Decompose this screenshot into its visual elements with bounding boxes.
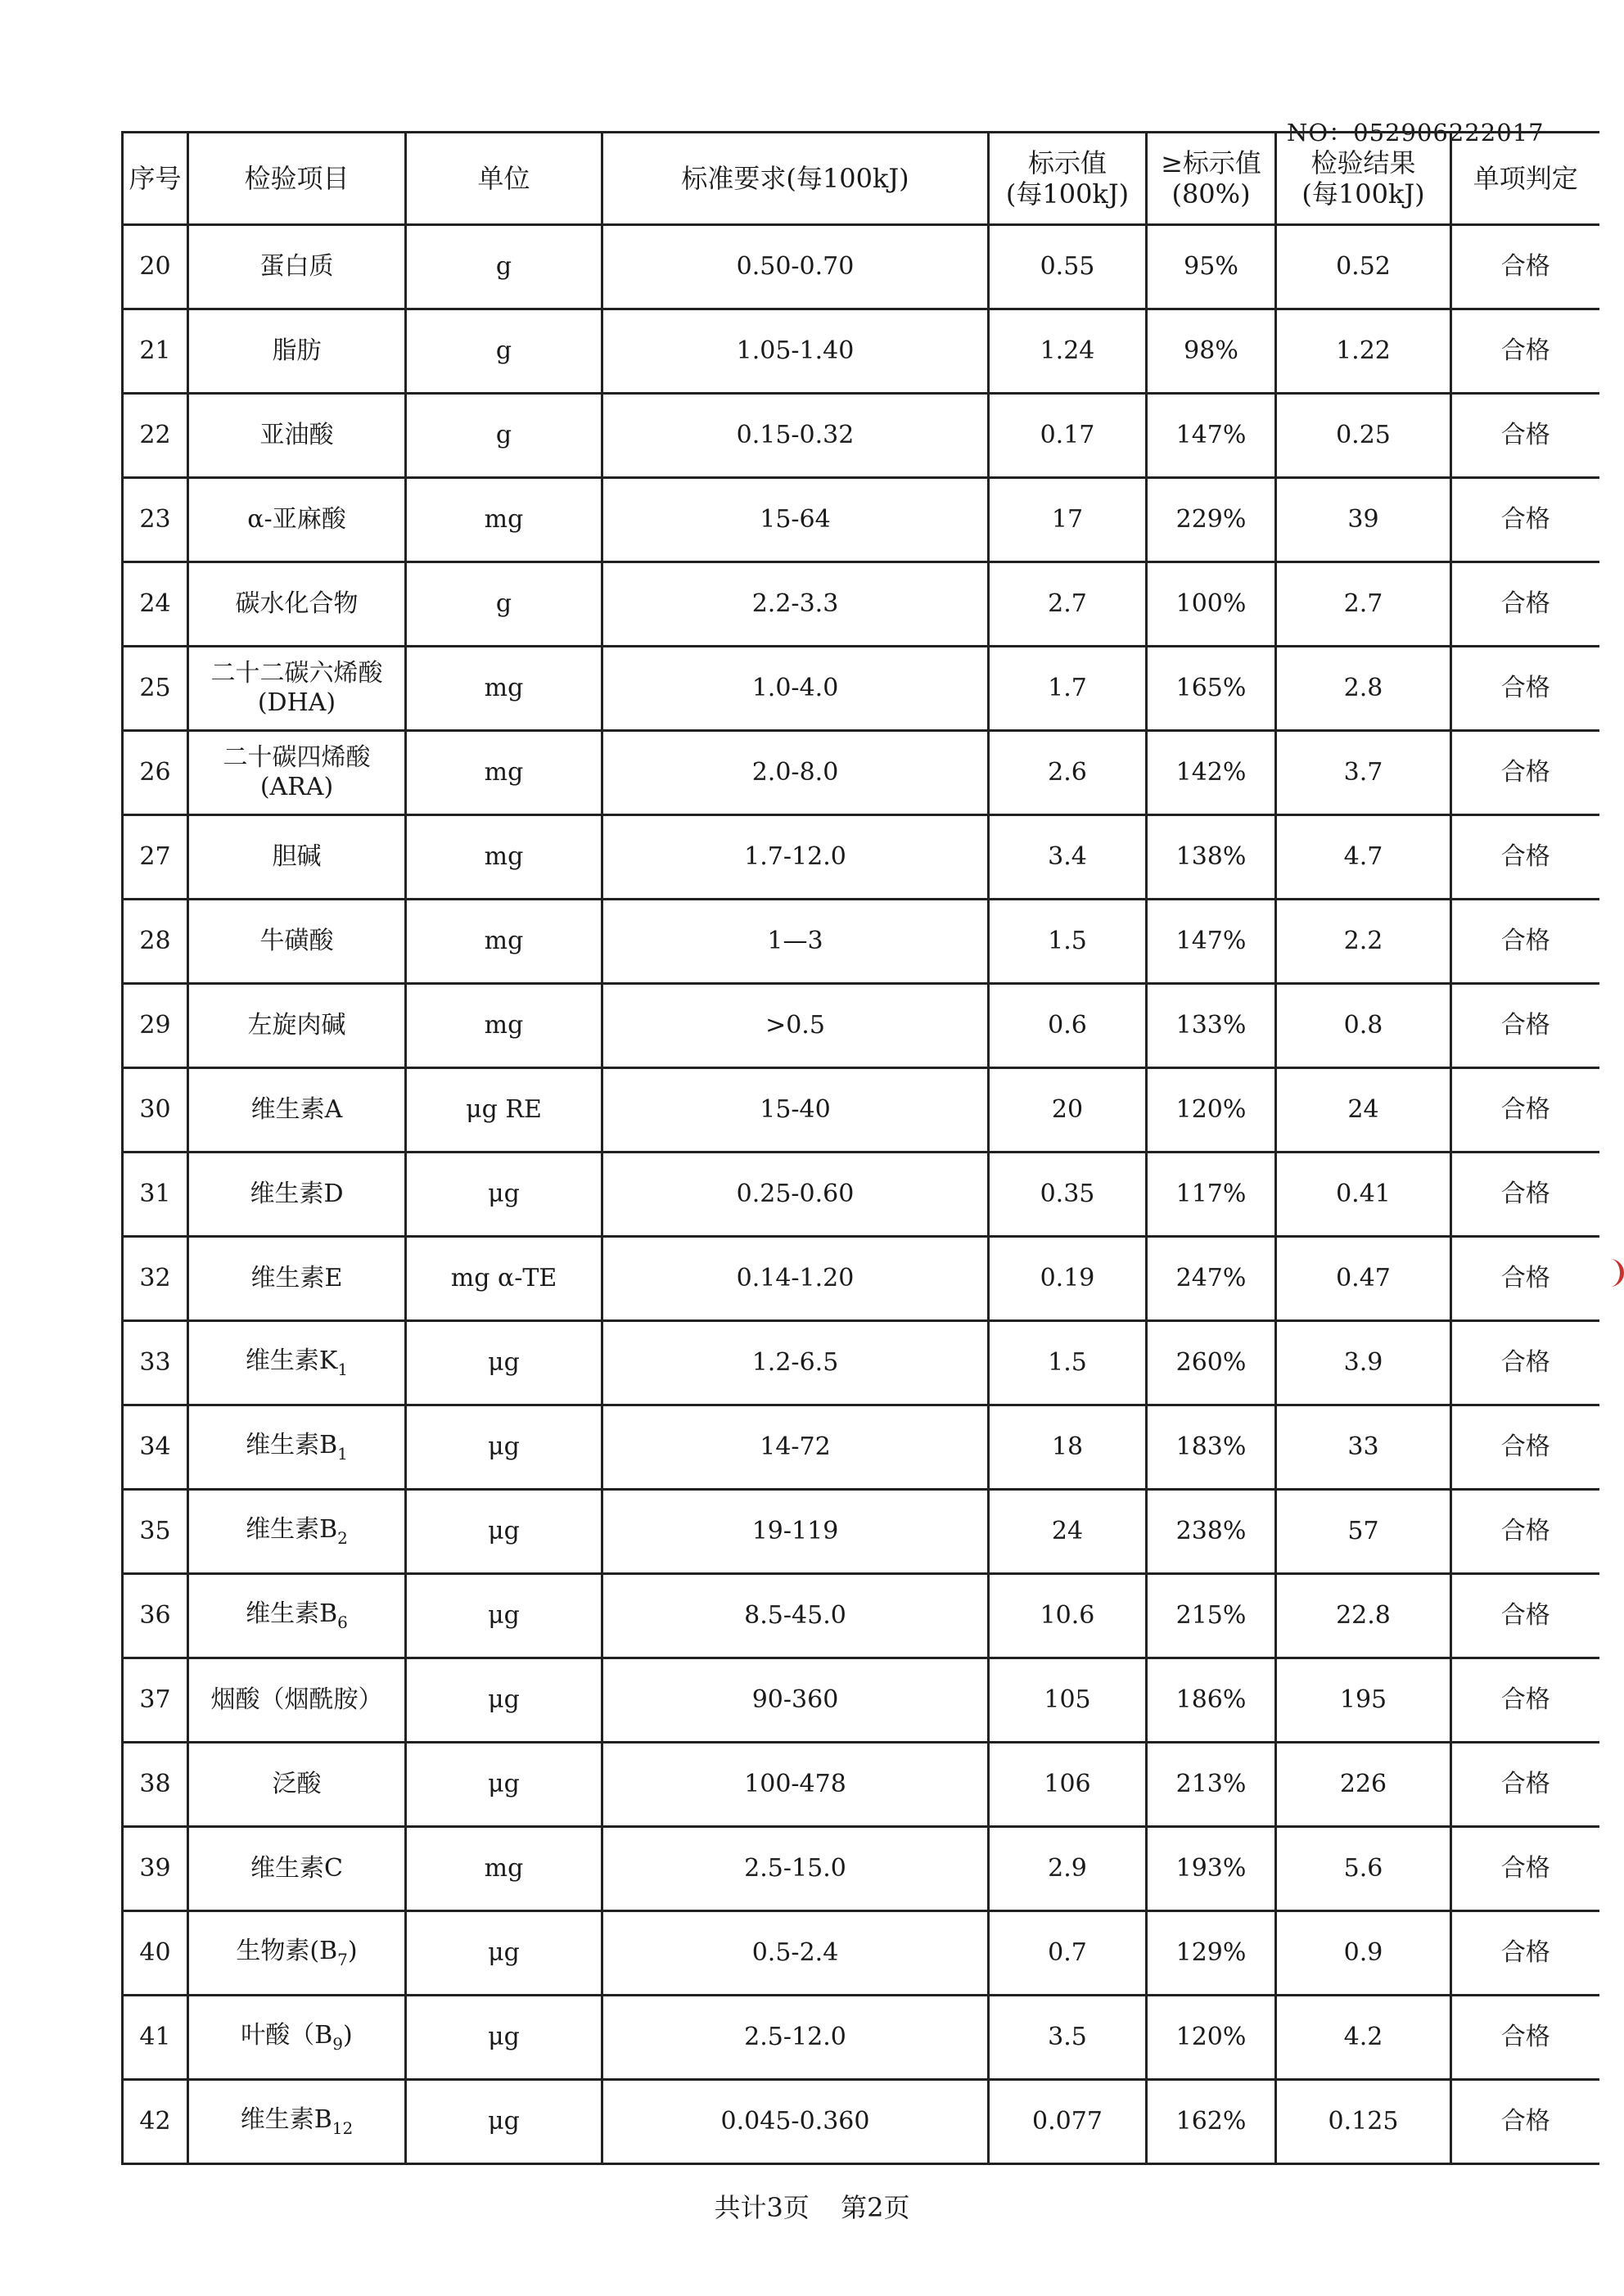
cell-unit: μg bbox=[406, 1911, 602, 1996]
cell-seq: 38 bbox=[123, 1743, 188, 1827]
cell-result: 5.6 bbox=[1276, 1827, 1451, 1911]
cell-ge-label-pct: 238% bbox=[1147, 1490, 1276, 1574]
cell-unit: μg bbox=[406, 1658, 602, 1743]
header-label-value-line2: (每100kJ) bbox=[1005, 178, 1130, 210]
cell-item-name: 碳水化合物 bbox=[235, 589, 359, 618]
cell-label-value: 0.55 bbox=[989, 225, 1147, 309]
cell-item bbox=[188, 1153, 406, 1237]
table-row bbox=[123, 1658, 1599, 1743]
cell-unit: μg bbox=[406, 1321, 602, 1405]
cell-verdict: 合格 bbox=[1451, 1827, 1599, 1911]
cell-result: 39 bbox=[1276, 478, 1451, 562]
document-number: NO：052906222017 bbox=[1287, 119, 1545, 147]
cell-standard: 1—3 bbox=[602, 900, 989, 984]
cell-item bbox=[188, 1743, 406, 1827]
cell-verdict: 合格 bbox=[1451, 1405, 1599, 1490]
cell-verdict: 合格 bbox=[1451, 1574, 1599, 1658]
cell-verdict: 合格 bbox=[1451, 1153, 1599, 1237]
cell-label-value: 0.6 bbox=[989, 984, 1147, 1068]
cell-item-name: 亚油酸 bbox=[259, 421, 334, 449]
cell-item bbox=[188, 1996, 406, 2080]
cell-result: 195 bbox=[1276, 1658, 1451, 1743]
cell-unit: mg bbox=[406, 731, 602, 815]
cell-seq: 24 bbox=[123, 562, 188, 647]
cell-unit: μg bbox=[406, 1153, 602, 1237]
cell-item bbox=[188, 900, 406, 984]
cell-unit: mg α-TE bbox=[406, 1237, 602, 1321]
cell-item bbox=[188, 478, 406, 562]
cell-standard: 0.15-0.32 bbox=[602, 394, 989, 478]
cell-standard: 0.5-2.4 bbox=[602, 1911, 989, 1996]
cell-label-value: 0.19 bbox=[989, 1237, 1147, 1321]
cell-seq: 30 bbox=[123, 1068, 188, 1153]
table-row bbox=[123, 647, 1599, 731]
cell-item-name: 蛋白质 bbox=[259, 252, 334, 281]
cell-result: 24 bbox=[1276, 1068, 1451, 1153]
cell-item-subscript: 1 bbox=[337, 1360, 349, 1379]
cell-ge-label-pct: 98% bbox=[1147, 309, 1276, 394]
cell-label-value: 2.7 bbox=[989, 562, 1147, 647]
cell-unit: mg bbox=[406, 1827, 602, 1911]
cell-result: 0.25 bbox=[1276, 394, 1451, 478]
table-row bbox=[123, 562, 1599, 647]
cell-item bbox=[188, 1321, 406, 1405]
cell-seq: 36 bbox=[123, 1574, 188, 1658]
cell-standard: 1.0-4.0 bbox=[602, 647, 989, 731]
header-verdict: 单项判定 bbox=[1451, 133, 1599, 225]
cell-result: 1.22 bbox=[1276, 309, 1451, 394]
cell-unit: μg bbox=[406, 1405, 602, 1490]
header-seq: 序号 bbox=[123, 133, 188, 225]
cell-seq: 32 bbox=[123, 1237, 188, 1321]
cell-verdict: 合格 bbox=[1451, 2080, 1599, 2164]
cell-item-subscript: 7 bbox=[337, 1950, 348, 1969]
cell-result: 0.125 bbox=[1276, 2080, 1451, 2164]
cell-ge-label-pct: 183% bbox=[1147, 1405, 1276, 1490]
cell-ge-label-pct: 117% bbox=[1147, 1153, 1276, 1237]
cell-item bbox=[188, 1827, 406, 1911]
cell-seq: 29 bbox=[123, 984, 188, 1068]
cell-ge-label-pct: 120% bbox=[1147, 1996, 1276, 2080]
cell-unit: μg bbox=[406, 1574, 602, 1658]
cell-unit: g bbox=[406, 309, 602, 394]
cell-item-name: 维生素B bbox=[246, 1599, 338, 1628]
cell-result: 2.2 bbox=[1276, 900, 1451, 984]
cell-ge-label-pct: 165% bbox=[1147, 647, 1276, 731]
cell-item-abbrev: (ARA) bbox=[259, 773, 334, 801]
cell-item bbox=[188, 1574, 406, 1658]
cell-item-subscript: 1 bbox=[337, 1444, 348, 1464]
cell-item-abbrev: (DHA) bbox=[257, 688, 336, 717]
cell-ge-label-pct: 229% bbox=[1147, 478, 1276, 562]
cell-seq: 40 bbox=[123, 1911, 188, 1996]
cell-seq: 27 bbox=[123, 815, 188, 900]
cell-verdict: 合格 bbox=[1451, 1658, 1599, 1743]
cell-result: 57 bbox=[1276, 1490, 1451, 1574]
cell-standard: 0.25-0.60 bbox=[602, 1153, 989, 1237]
table-row bbox=[123, 394, 1599, 478]
cell-label-value: 1.5 bbox=[989, 900, 1147, 984]
cell-result: 0.47 bbox=[1276, 1237, 1451, 1321]
cell-unit: mg bbox=[406, 815, 602, 900]
cell-label-value: 3.5 bbox=[989, 1996, 1147, 2080]
cell-label-value: 1.5 bbox=[989, 1321, 1147, 1405]
cell-item bbox=[188, 1405, 406, 1490]
cell-ge-label-pct: 193% bbox=[1147, 1827, 1276, 1911]
header-result bbox=[1276, 133, 1451, 225]
cell-item-name: α-亚麻酸 bbox=[247, 505, 346, 534]
cell-verdict: 合格 bbox=[1451, 815, 1599, 900]
cell-item-name: 维生素B bbox=[246, 1431, 338, 1459]
cell-ge-label-pct: 120% bbox=[1147, 1068, 1276, 1153]
cell-seq: 41 bbox=[123, 1996, 188, 2080]
cell-item-name: 叶酸（B bbox=[241, 2021, 333, 2050]
cell-unit: g bbox=[406, 562, 602, 647]
red-stamp-edge bbox=[1608, 1259, 1624, 1287]
footer-page-number: 第2页 bbox=[841, 2192, 910, 2223]
cell-standard: 2.5-12.0 bbox=[602, 1996, 989, 2080]
cell-seq: 23 bbox=[123, 478, 188, 562]
table-row bbox=[123, 1996, 1599, 2080]
cell-standard: 14-72 bbox=[602, 1405, 989, 1490]
cell-item-name: 维生素D bbox=[250, 1180, 344, 1208]
cell-item-name: 维生素B bbox=[246, 1515, 338, 1544]
cell-seq: 26 bbox=[123, 731, 188, 815]
cell-unit: μg bbox=[406, 1743, 602, 1827]
cell-item bbox=[188, 815, 406, 900]
cell-verdict: 合格 bbox=[1451, 984, 1599, 1068]
cell-label-value: 0.35 bbox=[989, 1153, 1147, 1237]
cell-ge-label-pct: 100% bbox=[1147, 562, 1276, 647]
cell-verdict: 合格 bbox=[1451, 1068, 1599, 1153]
cell-unit: mg bbox=[406, 984, 602, 1068]
cell-label-value: 1.24 bbox=[989, 309, 1147, 394]
cell-verdict: 合格 bbox=[1451, 1237, 1599, 1321]
cell-verdict: 合格 bbox=[1451, 394, 1599, 478]
table-header-row bbox=[123, 133, 1599, 225]
cell-seq: 42 bbox=[123, 2080, 188, 2164]
cell-label-value: 10.6 bbox=[989, 1574, 1147, 1658]
cell-standard: 90-360 bbox=[602, 1658, 989, 1743]
table-row bbox=[123, 1911, 1599, 1996]
table-row bbox=[123, 478, 1599, 562]
cell-item bbox=[188, 562, 406, 647]
cell-verdict: 合格 bbox=[1451, 900, 1599, 984]
cell-label-value: 17 bbox=[989, 478, 1147, 562]
cell-item-name: 胆碱 bbox=[272, 842, 322, 871]
header-result-line1: 检验结果 bbox=[1310, 147, 1416, 178]
table-row bbox=[123, 1490, 1599, 1574]
header-ge-label-line1: ≥标示值 bbox=[1161, 147, 1261, 178]
cell-ge-label-pct: 247% bbox=[1147, 1237, 1276, 1321]
cell-result: 22.8 bbox=[1276, 1574, 1451, 1658]
cell-result: 4.7 bbox=[1276, 815, 1451, 900]
header-ge-label bbox=[1147, 133, 1276, 225]
cell-standard: 1.2-6.5 bbox=[602, 1321, 989, 1405]
cell-item-suffix: ) bbox=[347, 1937, 358, 1965]
cell-label-value: 2.9 bbox=[989, 1827, 1147, 1911]
cell-result: 3.7 bbox=[1276, 731, 1451, 815]
cell-verdict: 合格 bbox=[1451, 562, 1599, 647]
cell-result: 0.52 bbox=[1276, 225, 1451, 309]
cell-ge-label-pct: 215% bbox=[1147, 1574, 1276, 1658]
cell-result: 2.7 bbox=[1276, 562, 1451, 647]
cell-seq: 33 bbox=[123, 1321, 188, 1405]
cell-standard: 2.2-3.3 bbox=[602, 562, 989, 647]
cell-item bbox=[188, 1658, 406, 1743]
cell-seq: 37 bbox=[123, 1658, 188, 1743]
cell-ge-label-pct: 147% bbox=[1147, 900, 1276, 984]
cell-verdict: 合格 bbox=[1451, 1911, 1599, 1996]
table-row bbox=[123, 1237, 1599, 1321]
cell-item-name: 维生素E bbox=[250, 1264, 343, 1292]
cell-label-value: 0.077 bbox=[989, 2080, 1147, 2164]
cell-label-value: 0.17 bbox=[989, 394, 1147, 478]
table-row bbox=[123, 1153, 1599, 1237]
cell-standard: 0.045-0.360 bbox=[602, 2080, 989, 2164]
inspection-results-table bbox=[121, 131, 1599, 2165]
cell-item-name: 脂肪 bbox=[272, 336, 322, 365]
cell-verdict: 合格 bbox=[1451, 731, 1599, 815]
cell-item-name: 左旋肉碱 bbox=[247, 1011, 346, 1040]
footer-total-pages: 共计3页 bbox=[714, 2192, 810, 2223]
cell-item-subscript: 12 bbox=[332, 2118, 354, 2138]
cell-unit: μg RE bbox=[406, 1068, 602, 1153]
cell-seq: 31 bbox=[123, 1153, 188, 1237]
cell-unit: mg bbox=[406, 900, 602, 984]
cell-ge-label-pct: 260% bbox=[1147, 1321, 1276, 1405]
cell-item bbox=[188, 647, 406, 731]
cell-standard: 0.14-1.20 bbox=[602, 1237, 989, 1321]
cell-standard: >0.5 bbox=[602, 984, 989, 1068]
cell-item-name: 维生素C bbox=[250, 1854, 343, 1883]
cell-ge-label-pct: 142% bbox=[1147, 731, 1276, 815]
table-row bbox=[123, 1405, 1599, 1490]
page-footer bbox=[0, 2187, 1624, 2225]
cell-standard: 0.50-0.70 bbox=[602, 225, 989, 309]
cell-ge-label-pct: 129% bbox=[1147, 1911, 1276, 1996]
cell-ge-label-pct: 186% bbox=[1147, 1658, 1276, 1743]
cell-item bbox=[188, 309, 406, 394]
header-result-line2: (每100kJ) bbox=[1301, 178, 1425, 210]
header-label-value bbox=[989, 133, 1147, 225]
cell-ge-label-pct: 147% bbox=[1147, 394, 1276, 478]
cell-item-name: 牛磺酸 bbox=[259, 927, 334, 955]
cell-seq: 39 bbox=[123, 1827, 188, 1911]
table-row bbox=[123, 1743, 1599, 1827]
cell-standard: 2.5-15.0 bbox=[602, 1827, 989, 1911]
cell-seq: 25 bbox=[123, 647, 188, 731]
cell-ge-label-pct: 213% bbox=[1147, 1743, 1276, 1827]
cell-item bbox=[188, 984, 406, 1068]
header-unit: 单位 bbox=[406, 133, 602, 225]
table-row bbox=[123, 984, 1599, 1068]
cell-ge-label-pct: 138% bbox=[1147, 815, 1276, 900]
cell-verdict: 合格 bbox=[1451, 1743, 1599, 1827]
cell-result: 226 bbox=[1276, 1743, 1451, 1827]
cell-label-value: 105 bbox=[989, 1658, 1147, 1743]
cell-ge-label-pct: 162% bbox=[1147, 2080, 1276, 2164]
cell-label-value: 0.7 bbox=[989, 1911, 1147, 1996]
cell-verdict: 合格 bbox=[1451, 478, 1599, 562]
cell-item bbox=[188, 731, 406, 815]
cell-verdict: 合格 bbox=[1451, 1490, 1599, 1574]
table-row bbox=[123, 2080, 1599, 2164]
cell-result: 2.8 bbox=[1276, 647, 1451, 731]
cell-item-suffix: ) bbox=[343, 2021, 353, 2050]
cell-label-value: 3.4 bbox=[989, 815, 1147, 900]
header-item: 检验项目 bbox=[188, 133, 406, 225]
cell-seq: 21 bbox=[123, 309, 188, 394]
cell-item bbox=[188, 1068, 406, 1153]
cell-unit: μg bbox=[406, 1490, 602, 1574]
cell-standard: 1.05-1.40 bbox=[602, 309, 989, 394]
cell-seq: 20 bbox=[123, 225, 188, 309]
table-row bbox=[123, 1068, 1599, 1153]
cell-verdict: 合格 bbox=[1451, 225, 1599, 309]
cell-result: 0.9 bbox=[1276, 1911, 1451, 1996]
cell-seq: 22 bbox=[123, 394, 188, 478]
cell-standard: 2.0-8.0 bbox=[602, 731, 989, 815]
cell-ge-label-pct: 133% bbox=[1147, 984, 1276, 1068]
cell-item bbox=[188, 394, 406, 478]
header-label-value-line1: 标示值 bbox=[1027, 147, 1107, 178]
cell-standard: 100-478 bbox=[602, 1743, 989, 1827]
cell-label-value: 106 bbox=[989, 1743, 1147, 1827]
cell-item bbox=[188, 1237, 406, 1321]
cell-standard: 1.7-12.0 bbox=[602, 815, 989, 900]
cell-verdict: 合格 bbox=[1451, 647, 1599, 731]
table-row bbox=[123, 309, 1599, 394]
cell-item bbox=[188, 225, 406, 309]
cell-verdict: 合格 bbox=[1451, 1321, 1599, 1405]
cell-label-value: 18 bbox=[989, 1405, 1147, 1490]
cell-item-name: 维生素K bbox=[245, 1346, 338, 1375]
cell-unit: μg bbox=[406, 1996, 602, 2080]
cell-unit: g bbox=[406, 394, 602, 478]
cell-item bbox=[188, 2080, 406, 2164]
cell-unit: mg bbox=[406, 478, 602, 562]
cell-item bbox=[188, 1490, 406, 1574]
cell-ge-label-pct: 95% bbox=[1147, 225, 1276, 309]
cell-standard: 19-119 bbox=[602, 1490, 989, 1574]
cell-item-name: 生物素(B bbox=[236, 1937, 338, 1965]
cell-standard: 8.5-45.0 bbox=[602, 1574, 989, 1658]
table-row bbox=[123, 1321, 1599, 1405]
table-row bbox=[123, 731, 1599, 815]
cell-item-name: 烟酸（烟酰胺） bbox=[210, 1685, 383, 1714]
cell-verdict: 合格 bbox=[1451, 1996, 1599, 2080]
cell-item-subscript: 6 bbox=[337, 1613, 348, 1632]
cell-item-name: 二十碳四烯酸 bbox=[223, 743, 371, 772]
cell-unit: g bbox=[406, 225, 602, 309]
cell-result: 4.2 bbox=[1276, 1996, 1451, 2080]
cell-result: 0.8 bbox=[1276, 984, 1451, 1068]
header-ge-label-line2: (80%) bbox=[1171, 178, 1251, 210]
cell-standard: 15-40 bbox=[602, 1068, 989, 1153]
cell-item-subscript: 2 bbox=[337, 1528, 348, 1548]
cell-unit: μg bbox=[406, 2080, 602, 2164]
table-row bbox=[123, 1827, 1599, 1911]
cell-item-name: 二十二碳六烯酸 bbox=[210, 659, 383, 688]
cell-label-value: 1.7 bbox=[989, 647, 1147, 731]
table-row bbox=[123, 815, 1599, 900]
cell-standard: 15-64 bbox=[602, 478, 989, 562]
cell-item-name: 泛酸 bbox=[272, 1770, 322, 1798]
cell-item-name: 维生素A bbox=[250, 1095, 343, 1124]
cell-seq: 34 bbox=[123, 1405, 188, 1490]
cell-item-name: 维生素B bbox=[240, 2105, 332, 2134]
cell-label-value: 20 bbox=[989, 1068, 1147, 1153]
cell-verdict: 合格 bbox=[1451, 309, 1599, 394]
cell-result: 0.41 bbox=[1276, 1153, 1451, 1237]
cell-result: 33 bbox=[1276, 1405, 1451, 1490]
table-row bbox=[123, 1574, 1599, 1658]
cell-seq: 35 bbox=[123, 1490, 188, 1574]
table-row bbox=[123, 900, 1599, 984]
cell-label-value: 24 bbox=[989, 1490, 1147, 1574]
cell-unit: mg bbox=[406, 647, 602, 731]
cell-seq: 28 bbox=[123, 900, 188, 984]
cell-label-value: 2.6 bbox=[989, 731, 1147, 815]
cell-item-subscript: 9 bbox=[332, 2034, 344, 2054]
cell-item bbox=[188, 1911, 406, 1996]
header-standard: 标准要求(每100kJ) bbox=[602, 133, 989, 225]
table-row bbox=[123, 225, 1599, 309]
cell-result: 3.9 bbox=[1276, 1321, 1451, 1405]
table-body bbox=[123, 225, 1599, 2164]
